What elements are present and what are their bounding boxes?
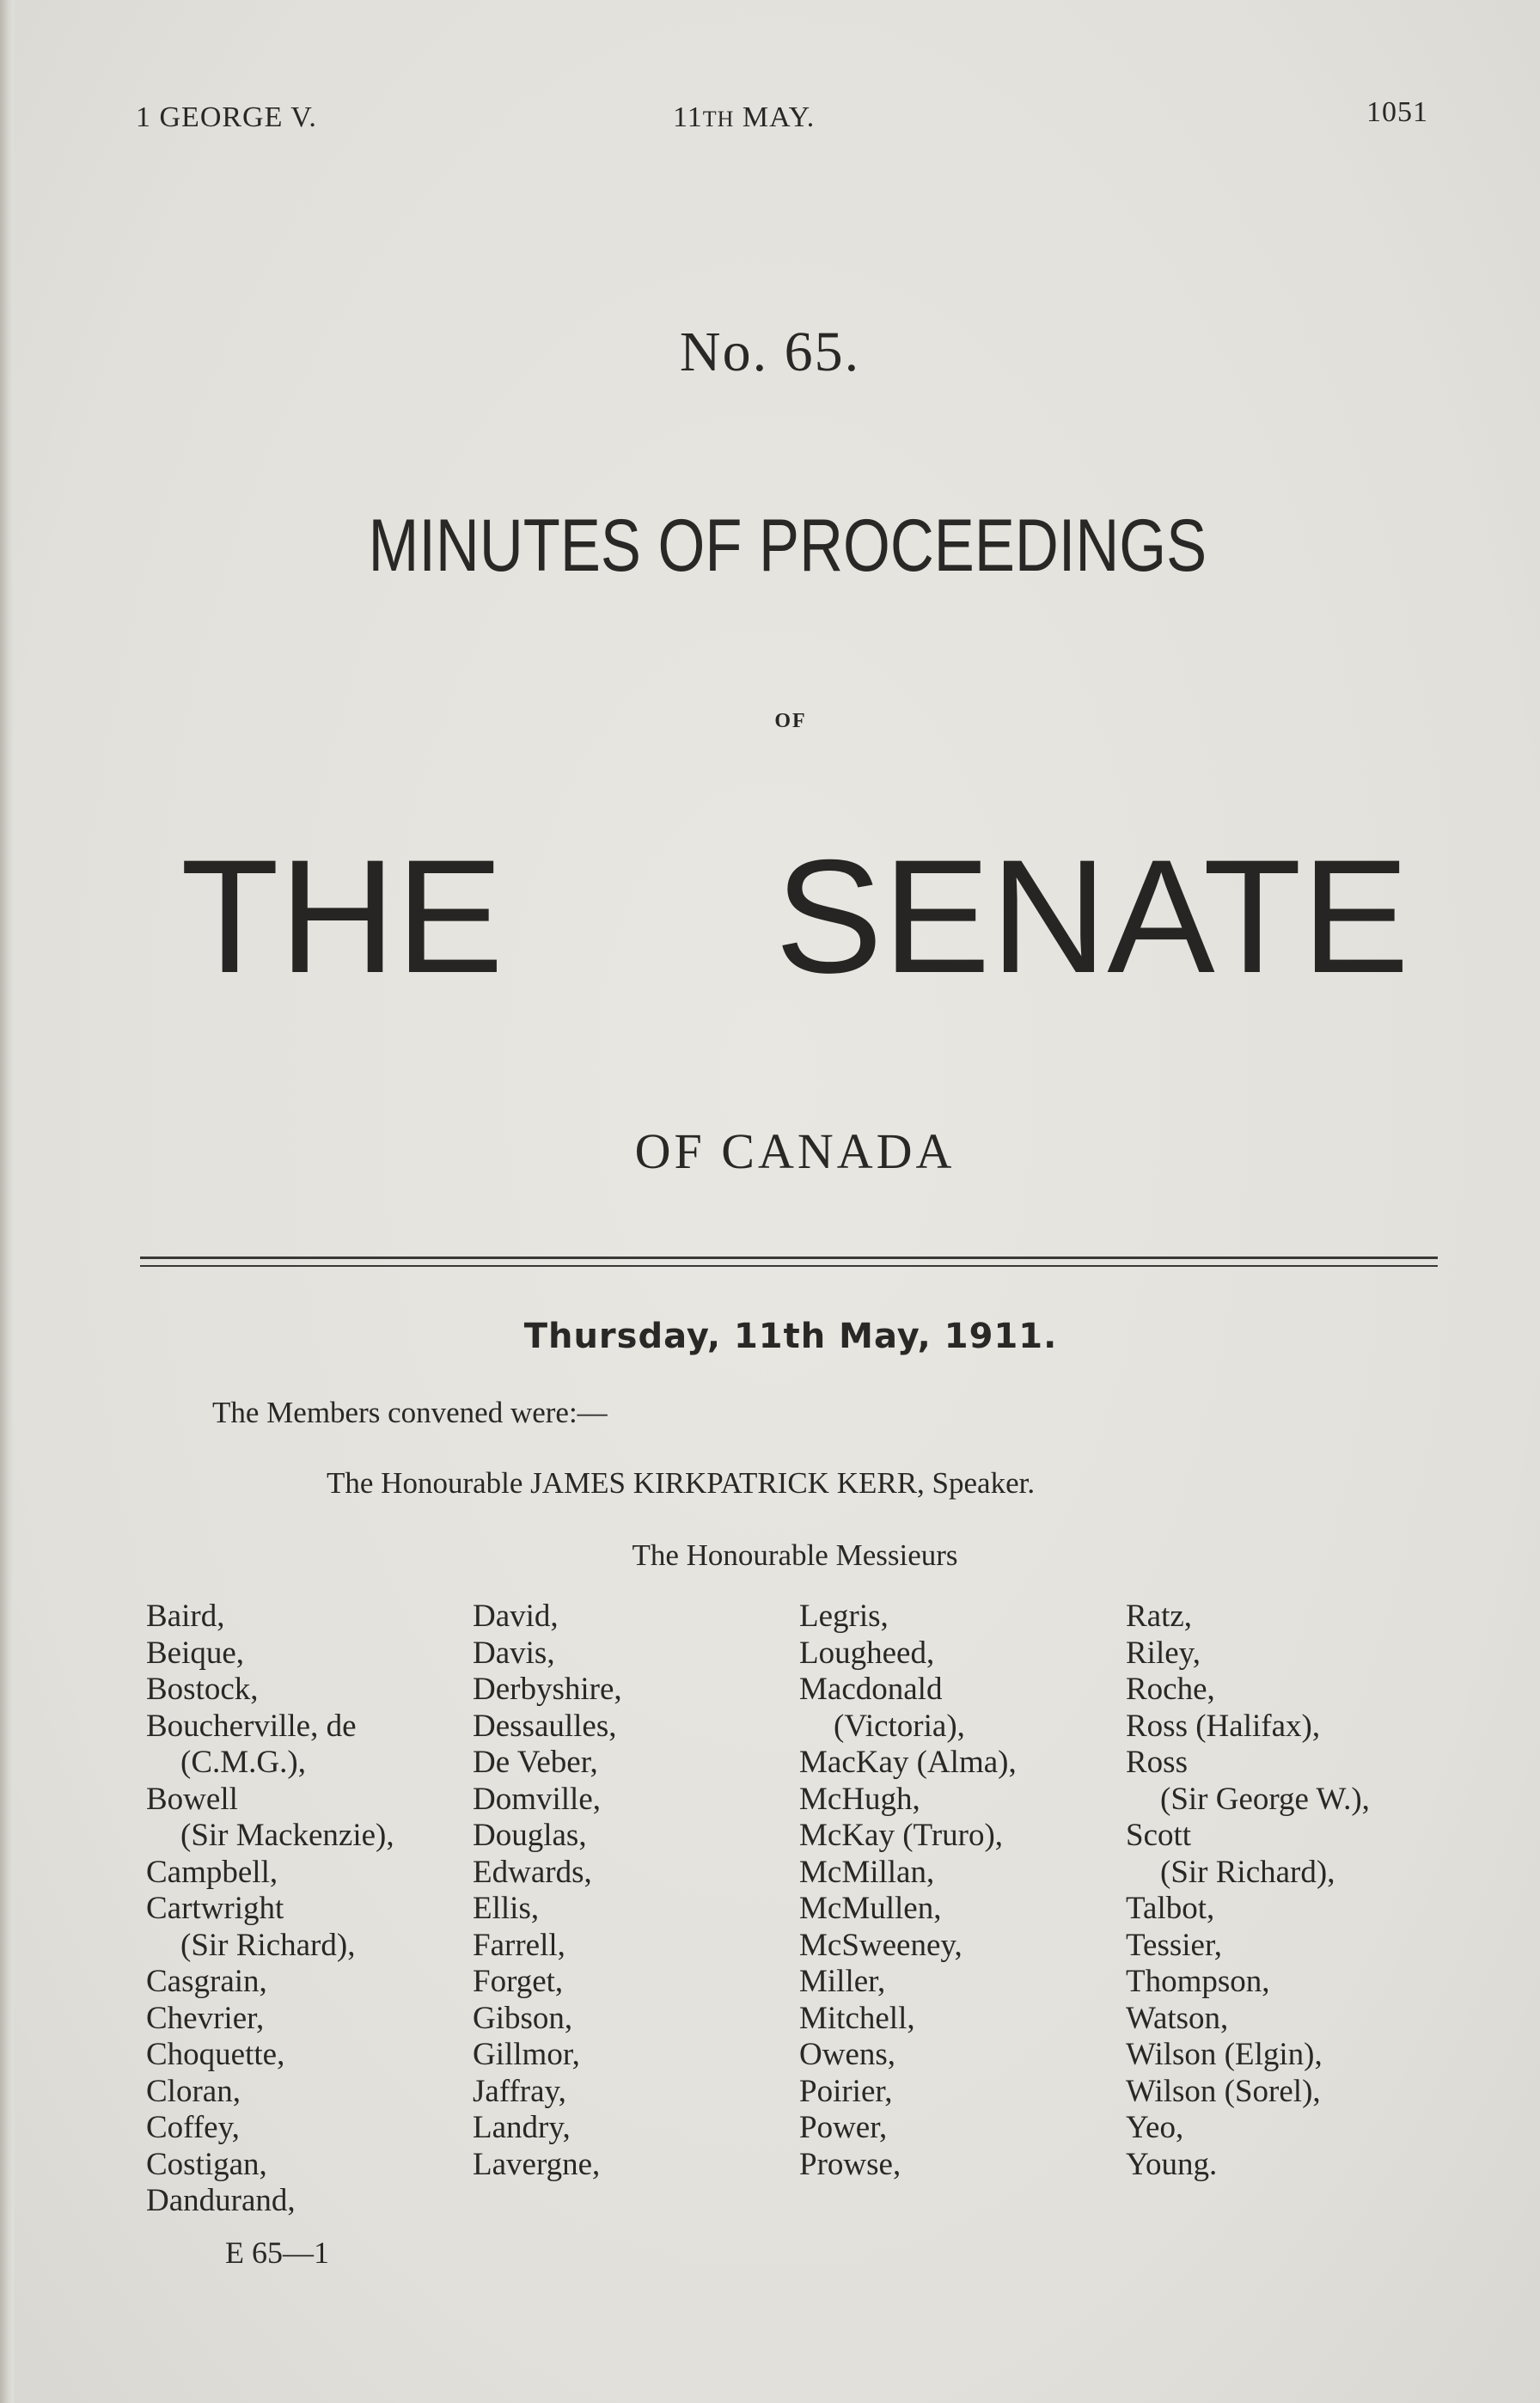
- member-name: Douglas,: [473, 1818, 587, 1853]
- member-name: (Victoria),: [834, 1708, 965, 1744]
- member-name: Cartwright: [146, 1891, 284, 1926]
- title-of-canada: OF CANADA: [634, 1123, 956, 1179]
- member-name: McMullen,: [799, 1891, 942, 1926]
- member-name: Tessier,: [1126, 1927, 1223, 1963]
- member-name: MacKay (Alma),: [799, 1745, 1017, 1780]
- member-name: Owens,: [799, 2037, 896, 2072]
- member-name: Prowse,: [799, 2146, 901, 2182]
- session-date: Thursday, 11th May, 1911.: [523, 1317, 1058, 1356]
- member-name: Lougheed,: [799, 1635, 935, 1671]
- member-name: Mitchell,: [799, 2000, 915, 2036]
- member-name: (Sir Mackenzie),: [180, 1818, 394, 1853]
- running-head-month: MAY.: [734, 101, 816, 133]
- member-name: Talbot,: [1126, 1891, 1215, 1926]
- member-name: Scott: [1126, 1818, 1192, 1853]
- page-number: 1051: [1366, 96, 1428, 128]
- member-name: Dessaulles,: [473, 1708, 617, 1744]
- member-name: Choquette,: [146, 2037, 285, 2072]
- speaker-line: The Honourable JAMES KIRKPATRICK KERR, Speaker.: [327, 1466, 1036, 1500]
- member-name: Miller,: [799, 1964, 886, 1999]
- member-name: David,: [473, 1599, 559, 1634]
- member-name: Jaffray,: [473, 2073, 566, 2109]
- member-name: Farrell,: [473, 1927, 565, 1963]
- member-name: Wilson (Elgin),: [1126, 2037, 1323, 2072]
- member-name: Ross (Halifax),: [1126, 1708, 1321, 1744]
- member-name: Landry,: [473, 2110, 571, 2145]
- member-name: Forget,: [473, 1964, 564, 1999]
- members-column-3: [799, 1599, 1017, 2183]
- member-name: Campbell,: [146, 1854, 278, 1890]
- member-name: Davis,: [473, 1635, 555, 1671]
- member-name: Poirier,: [799, 2073, 893, 2109]
- member-name: (C.M.G.),: [180, 1745, 306, 1780]
- members-column-4: [1126, 1599, 1370, 2183]
- member-name: Gillmor,: [473, 2037, 580, 2072]
- member-name: Macdonald: [799, 1672, 943, 1707]
- member-name: Gibson,: [473, 2000, 573, 2036]
- divider-rule-bottom: [140, 1265, 1438, 1267]
- title-minutes: MINUTES OF PROCEEDINGS: [368, 504, 1207, 587]
- member-name: Lavergne,: [473, 2146, 601, 2182]
- member-name: (Sir Richard),: [1160, 1854, 1335, 1890]
- members-column-1: [146, 1599, 394, 2220]
- member-name: McSweeney,: [799, 1927, 962, 1963]
- member-name: Edwards,: [473, 1854, 592, 1890]
- member-name: Watson,: [1126, 2000, 1229, 2036]
- member-name: McKay (Truro),: [799, 1818, 1004, 1853]
- member-name: Dandurand,: [146, 2183, 296, 2218]
- member-name: Beique,: [146, 1635, 245, 1671]
- signature-mark: E 65—1: [225, 2235, 329, 2270]
- member-name: De Veber,: [473, 1745, 598, 1780]
- member-name: Roche,: [1126, 1672, 1215, 1707]
- member-name: (Sir George W.),: [1160, 1781, 1370, 1817]
- members-convened-line: The Members convened were:—: [212, 1396, 608, 1429]
- divider-rule-top: [140, 1257, 1438, 1259]
- member-name: Thompson,: [1126, 1964, 1270, 1999]
- member-name: Yeo,: [1126, 2110, 1184, 2145]
- member-name: Domville,: [473, 1781, 602, 1817]
- honourable-messieurs-heading: The Honourable Messieurs: [632, 1538, 958, 1572]
- title-the-senate: THE SENATE: [180, 826, 1409, 1006]
- member-name: Young.: [1126, 2146, 1218, 2182]
- member-name: Ratz,: [1126, 1599, 1193, 1634]
- member-name: Bowell: [146, 1781, 238, 1817]
- member-name: Chevrier,: [146, 2000, 265, 2036]
- members-column-2: [473, 1599, 622, 2183]
- issue-number: No. 65.: [679, 321, 861, 383]
- member-name: McMillan,: [799, 1854, 935, 1890]
- member-name: Boucherville, de: [146, 1708, 357, 1744]
- member-name: Wilson (Sorel),: [1126, 2073, 1321, 2109]
- member-name: Derbyshire,: [473, 1672, 622, 1707]
- member-name: Bostock,: [146, 1672, 259, 1707]
- running-head-day-suffix: TH: [702, 107, 735, 131]
- member-name: Cloran,: [146, 2073, 241, 2109]
- member-name: Coffey,: [146, 2110, 240, 2145]
- running-head-day: 11: [673, 101, 703, 133]
- member-name: Power,: [799, 2110, 888, 2145]
- title-of: OF: [774, 710, 807, 732]
- member-name: Baird,: [146, 1599, 225, 1634]
- member-name: Costigan,: [146, 2146, 267, 2182]
- member-name: McHugh,: [799, 1781, 920, 1817]
- running-head-left: 1 GEORGE V.: [136, 101, 317, 133]
- member-name: (Sir Richard),: [180, 1927, 356, 1963]
- member-name: Casgrain,: [146, 1964, 267, 1999]
- member-name: Ross: [1126, 1745, 1188, 1780]
- member-name: Legris,: [799, 1599, 889, 1634]
- member-name: Riley,: [1126, 1635, 1201, 1671]
- running-head-date: [673, 101, 815, 134]
- member-name: Ellis,: [473, 1891, 540, 1926]
